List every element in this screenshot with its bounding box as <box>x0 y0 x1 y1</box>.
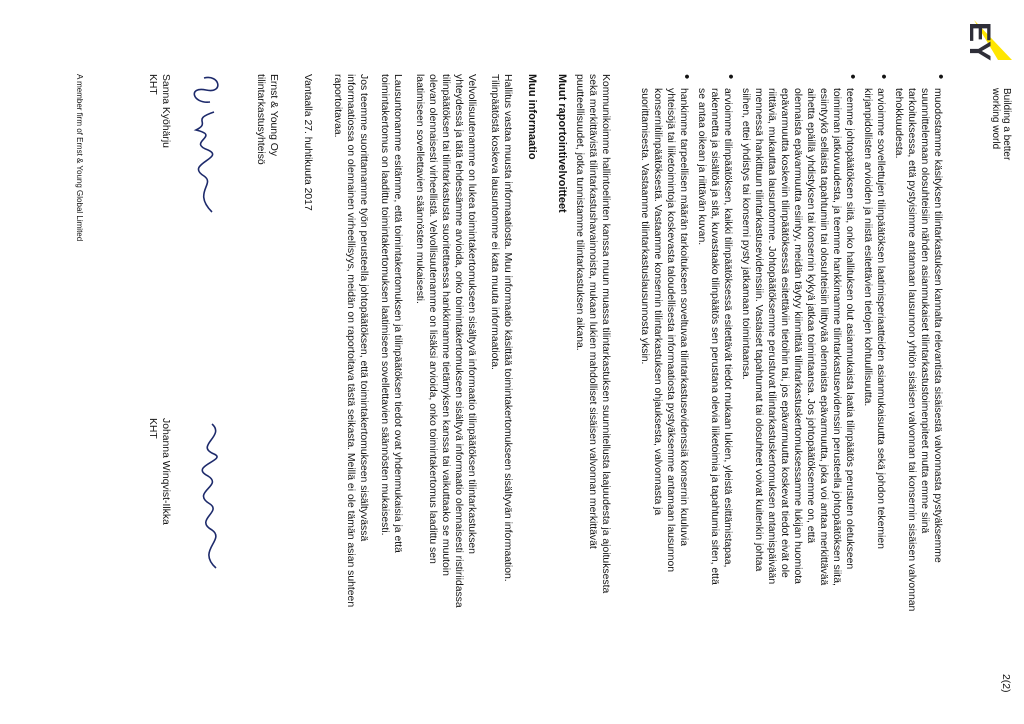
text-line: tehokkuudesta. <box>893 88 904 159</box>
subheading: Muu informaatio <box>526 74 538 160</box>
text-line: siihen, ettei yhdistys tai konserni pysty jatkamaan toimintaansa. <box>740 88 751 380</box>
firm-name: Ernst & Young Oy <box>268 74 279 157</box>
procedure-bullet <box>638 88 690 611</box>
other-info-paragraph-1 <box>488 74 514 582</box>
signatory-2 <box>146 418 172 525</box>
text-line: Velvollisuutenamme on lukea toimintakertomukseen sisältyvä informaatio tilinpäätöksen tilintarkastuksen <box>466 74 477 554</box>
text-line: informaatiossa on olennainen virheellisyys, meidän on raportoitava tästä seikasta. Meillä ei ole tämän asian suhteen <box>345 74 356 608</box>
text-line: yhteydessä ja tätä tehdessämme arvioida, onko toimintakertomukseen sisältyvä informaatio olennaisesti ristiriidassa <box>453 74 464 608</box>
communication-paragraph <box>573 74 612 593</box>
page-number: 2(2) <box>1000 674 1011 693</box>
text-line: konsernitilinpäätöksestä. Vastaamme konsernin tilintarkastuksen ohjauksesta, valvonnasta ja <box>652 88 663 516</box>
section-heading: Muut raportointivelvoitteet <box>556 74 568 213</box>
text-line: epävarmuutta koskeviin tilinpäätöksessä esitettäviin tietoihin tai, jos epävarmuutta koskevat tiedot eivät ole <box>779 88 790 578</box>
signature-sanna-kyoharju <box>174 72 234 222</box>
text-line: toimintakertomus on laadittu toimintakertomuksen laatimiseen sovellettavien säännösten mukaisesti. <box>379 74 390 536</box>
text-line: tarkoituksessa, että pystyisimme antamaan lausunnon yhtiön sisäisen valvonnan tai konsernin sisäisen valvonnan <box>906 88 917 612</box>
text-line: olevan olennaisesti virheellistä. Velvollisuutenamme on lisäksi arvioida, onko toimintakertomus laadittu sen <box>427 74 438 564</box>
text-line: tilinpäätöksen tai tilintarkastusta suoritettaessa hankkimamme tietämyksen kanssa tai vaikuttaako se muutoin <box>440 74 451 576</box>
text-line: riittäviä, mukauttaa lausuntomme. Johtopäätöksemme perustuvat tilintarkastuskertomuksen antamispäivään <box>766 88 777 585</box>
signatory-name: Sanna Kyöhärju <box>160 74 171 148</box>
text-line: yhteisöjä tai liiketoimintoja koskevasta taloudellisesta informaatiosta pystyäksemme antamaan lausunnon <box>665 88 676 572</box>
text-line: mennessä hankittuun tilintarkastusevidenssiin. Vastaiset tapahtumat tai olosuhteet voivat kuitenkin johtaa <box>753 88 764 572</box>
text-line: • arvioimme tilinpäätöksen, kaikki tilinpäätöksessä esitettävät tiedot mukaan lukien, yleistä esittämistapaa, <box>722 88 733 568</box>
text-line: • hankimme tarpeellisen määrän tarkoitukseen soveltuvaa tilintarkastusevidenssiä konsernin kuuluvia <box>678 88 689 547</box>
text-line: puutteellisuudet, jotka tunnistamme tilintarkastuksen aikana. <box>574 74 585 351</box>
firm-block <box>254 74 280 165</box>
text-line: toiminnan jatkuvuudesta, ja teemme hankkimamme tilintarkastusevidenssin perusteella johtopäätöksen siitä, <box>831 88 842 586</box>
procedure-bullet <box>861 88 887 611</box>
footer-note: A member firm of Ernst & Young Global Limited <box>75 74 84 242</box>
ey-mark: EY <box>963 22 996 61</box>
text-line: sekä merkittävistä tilintarkastushavainnoista, mukaan lukien mahdolliset sisäisen valvonnan merkittävät <box>587 74 598 549</box>
text-line: suunnittelemaan olosuhteisiin nähden asianmukaiset tilintarkastustoimenpiteet mutta emme siinä <box>919 88 930 534</box>
text-line: se antaa oikean ja riittävän kuvan. <box>696 88 707 246</box>
text-line: Lausuntonamme esitämme, että toimintakertomuksen ja tilinpäätöksen tiedot ovat yhdenmukaisia ja että <box>392 74 403 553</box>
text-line: Jos teemme suorittamamme työn perusteella johtopäätöksen, että toimintakertomukseen sisältyvässä <box>358 74 369 542</box>
text-line: Hallitus vastaa muusta informaatiosta. Muu informaatio käsittää toimintakertomukseen sisältyvän informaation. <box>502 74 513 582</box>
signatory-title: KHT <box>147 418 158 439</box>
text-line: • teemme johtopäätöksen siitä, onko hallituksen olut asianmukaista laatia tilinpäätös perustuen oletukseen <box>844 88 855 570</box>
procedure-bullet <box>695 88 734 611</box>
text-line: Tilinpäätöstä koskeva lausuntomme ei kata muuta informaatiota. <box>489 74 500 370</box>
text-line: raportoitavaa. <box>332 74 343 138</box>
procedure-bullet <box>739 88 856 611</box>
firm-type: tilintarkastusyhteisö <box>255 74 266 165</box>
opinion-paragraph <box>378 74 404 553</box>
signature-johanna-winqvist-ilkka <box>174 416 234 576</box>
procedure-bullet-list <box>633 88 944 611</box>
text-line: aihetta epäillä yhdistyksen tai konsernin kykyä jatkaa toimintaansa. Jos johtopäätöksemme on, että <box>805 88 816 544</box>
text-line: esiintyykö sellaista tapahtumiin tai olosuhteisiin liittyvää olennaista epävarmuutta, joka voi antaa merkittävää <box>818 88 829 586</box>
document-page <box>0 12 1024 712</box>
logo-tagline <box>990 88 1012 160</box>
signatory-title: KHT <box>147 74 158 95</box>
tagline-line: Building a better <box>1001 88 1012 161</box>
text-line: rakennetta ja sisältöä ja sitä, kuvastaako tilinpäätös sen perustana olevia liiketoimia ja tapahtumia siten, että <box>709 88 720 585</box>
signatory-1 <box>146 74 172 148</box>
other-info-paragraph-2 <box>413 74 478 608</box>
place-date: Vantaalla 27. huhtikuuta 2017 <box>302 74 313 211</box>
text-line: laatimiseen sovellettavien säännösten mukaisesti. <box>414 74 425 304</box>
text-line: Kommunikoimme hallintoelinten kanssa muun muassa tilintarkastuksen suunnitellusta laajuudesta ja ajoituksesta <box>600 74 611 594</box>
text-line: suorittamisesta. Vastaamme tilintarkastuslausunnosta yksin. <box>639 88 650 365</box>
text-line: olennaista epävarmuutta esiintyy, meidän täytyy kiinnittää tilintarkastuskertomuksessamme lukijan huomiota <box>792 88 803 584</box>
text-line: • muodostamme käsityksen tilintarkastuksen kannalta relevantista sisäisestä valvonnasta pystyäksemme <box>932 88 943 563</box>
signatory-name: Johanna Winqvist-Ilkka <box>160 418 171 525</box>
procedure-bullet <box>892 88 944 611</box>
misstatement-paragraph <box>331 74 370 607</box>
ey-logo <box>957 20 1012 60</box>
text-line: kirjanpidollisten arvioiden ja niistä esitettävien tietojen kohtuullisuutta. <box>862 88 873 407</box>
tagline-line: working world <box>990 88 1001 150</box>
text-line: • arvioimme sovellettujen tilinpäätöksen laatimisperiaatteiden asianmukaisuutta sekä johdon tekemien <box>875 88 886 549</box>
